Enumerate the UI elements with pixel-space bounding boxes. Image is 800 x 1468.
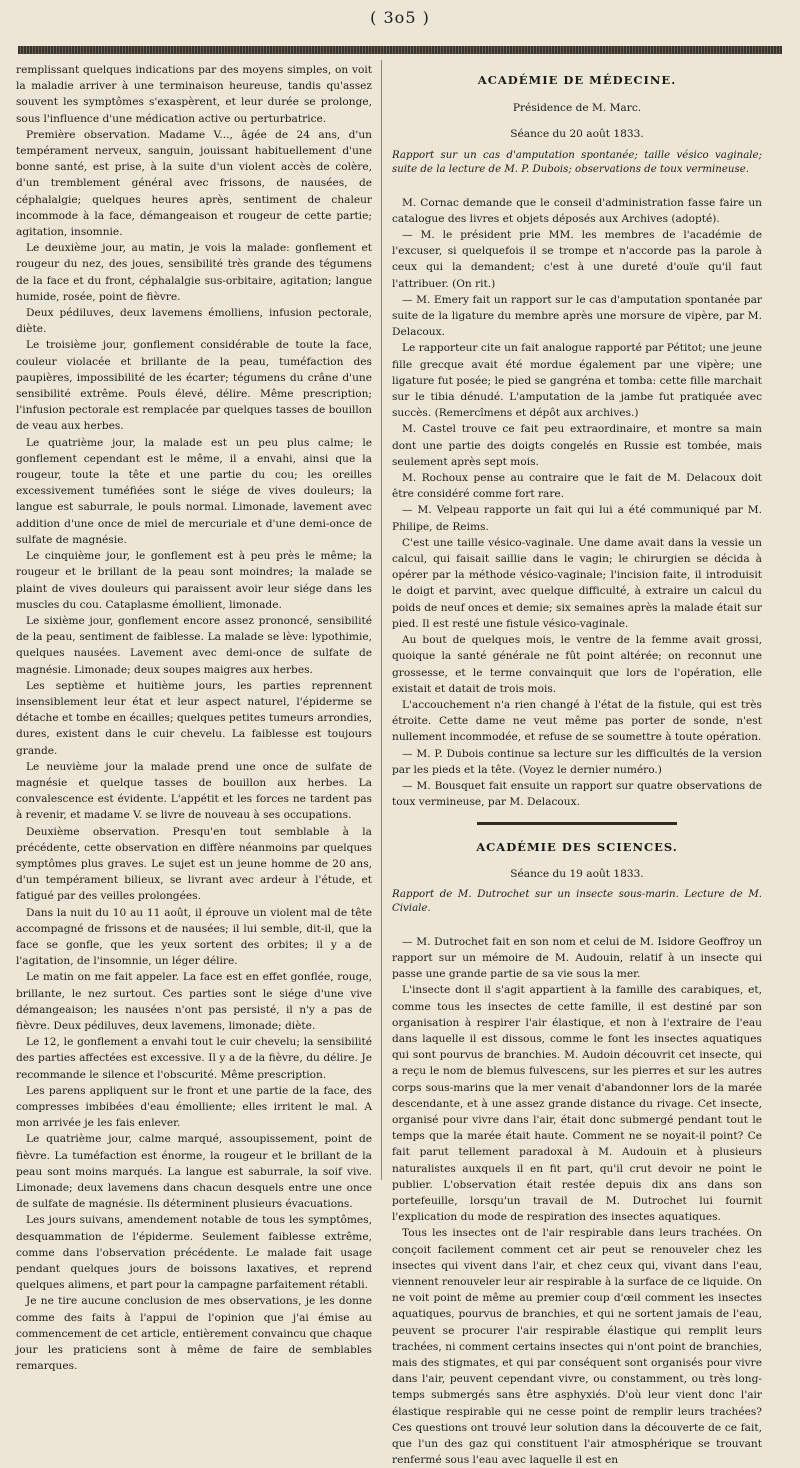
left-paragraph-17: Les jours suivans, amendement notable de tous les symptômes, desquammation de l'épiderme. Seulement faiblesse extrême, comme dans l'observation précédente. Le malade fait usage pendant quelques jours de boissons laxatives, et reprend quelques alimens, et part pour la campagne parfaitement rétabli. xyxy=(16,1214,372,1292)
left-paragraph-13: Le matin on me fait appeler. La face est en effet gonflée, rouge, brillante, le nez surtout. Ces parties sont le siége d'une vive démangeaison; les nausées n'ont pas persisté, il n'y a pas de fièvre. Deux pédiluves, deux lavemens, limonade; diète. xyxy=(16,971,372,1032)
right-column xyxy=(392,62,762,1467)
summary-sciences: Rapport de M. Dutrochet sur un insecte sous-marin. Lecture de M. Civiale. xyxy=(392,888,762,914)
medecine-paragraph-5: M. Castel trouve ce fait peu extraordinaire, et montre sa main dont une partie des doigts congelés en Russie est tombée, mais seulement après sept mois. xyxy=(392,423,762,468)
page-number: ( 3o5 ) xyxy=(370,8,430,27)
left-paragraph-12: Dans la nuit du 10 au 11 août, il éprouve un violent mal de tête accompagné de frissons et de nausées; il lui semble, dit-il, que la face se gonfle, que les yeux sortent des orbites; il y a de l'agitation, de l'insomnie, un léger délire. xyxy=(16,906,372,968)
section-title-sciences: ACADÉMIE DES SCIENCES. xyxy=(476,840,678,855)
medecine-paragraph-6: M. Rochoux pense au contraire que le fait de M. Delacoux doit être considéré comme fort rare. xyxy=(392,472,762,501)
medecine-paragraph-10: L'accouchement n'a rien changé à l'état de la fistule, qui est très étroite. Cette dame ne veut même pas porter de sonde, n'est nullement incommodée, et refuse de se soumettre à toute opération. xyxy=(392,698,762,744)
medecine-paragraph-9: Au bout de quelques mois, le ventre de la femme avait grossi, quoique la santé générale ne fût point altérée; on reconnut une grossesse, et le terme convainquit que lors de l'opération, elle existait et datait de trois mois. xyxy=(392,634,762,695)
seance-date-sciences: Séance du 19 août 1833. xyxy=(510,867,644,880)
medecine-paragraph-11: — M. P. Dubois continue sa lecture sur les difficultés de la version par les pieds et la tête. (Voyez le dernier numéro.) xyxy=(392,747,762,776)
medecine-paragraph-8: C'est une taille vésico-vaginale. Une dame avait dans la vessie un calcul, qui faisait saillie dans le vagin; le chirurgien se décida à opérer par la méthode vésico-vaginale; l'incision faite, il introduisit le doigt et parvint, avec quelque difficulté, à extraire un calcul du poids de neuf onces et demie; six semaines après la malade était sur pied. Il est resté une fistule vésico-vaginale. xyxy=(392,536,762,630)
sciences-paragraph-2: L'insecte dont il s'agit appartient à la famille des carabiques, et, comme tous les insectes de cette famille, il est destiné par son organisation à respirer l'air élastique, et non à l'extraire de l'eau dans laquelle il est dissous, comme le font les insectes aquatiques qui sont pourvus de branchies. M. Audoin découvrit cet insecte, qui a reçu le nom de blemus fulvescens, sur les pierres et sur les autres corps sous-marins que la mer venait d'abandonner lors de la marée descendante, et à une assez grande distance du rivage. Cet insecte, organisé pour vivre dans l'air, était donc submergé pendant tout le temps que la marée était haute. Comment ne se noyait-il point? Ce fait parut tellement paradoxal à M. Audouin et à plusieurs naturalistes auxquels il en fit part, qu'il crut devoir ne point le publier. L'observation était restée depuis dix ans dans son portefeuille, lorsqu'un travail de M. Dutrochet lui fournit l'explication du mode de respiration des insectes aquatiques. xyxy=(392,984,762,1224)
left-paragraph-18: Je ne tire aucune conclusion de mes observations, je les donne comme des faits à l'appui de l'opinion que j'ai émise au commencement de cet article, entièrement convaincu que chaque jour les praticiens sont à même de faire de semblables remarques. xyxy=(16,1295,372,1373)
left-column xyxy=(16,62,372,1373)
medecine-paragraph-7: — M. Velpeau rapporte un fait qui lui a été communiqué par M. Philipe, de Reims. xyxy=(392,504,762,533)
summary-medecine: Rapport sur un cas d'amputation spontanée; taille vésico vaginale; suite de la lecture de M. P. Dubois; observations de toux vermineuse. xyxy=(392,149,762,175)
medecine-paragraph-3: — M. Emery fait un rapport sur le cas d'amputation spontanée par suite de la ligature du membre après une morsure de vipère, par M. Delacoux. xyxy=(392,293,762,339)
seance-date-medecine: Séance du 20 août 1833. xyxy=(510,128,644,141)
sciences-paragraph-3: Tous les insectes ont de l'air respirable dans leurs trachées. On conçoit facilement comment cet air peut se renouveler chez les insectes qui vivent dans l'air, et chez ceux qui, vivant dans l'eau, viennent renouveler leur air respirable à la surface de ce liquide. On ne voit point de même au premier coup d'œil comment les insectes aquatiques, pourvus de branchies, et qui ne sortent jamais de l'eau, peuvent se procurer l'air respirable élastique qui remplit leurs trachées, ni comment certains insectes qui n'ont point de branchies, mais des stigmates, et qui par conséquent sont organisés pour vivre dans l'air, peuvent cependant vivre, ou constamment, ou très long-temps submergés sans être asphyxiés. D'où leur vient donc l'air élastique respirable qui ne cesse point de remplir leurs trachées? Ces questions ont trouvé leur solution dans la découverte de ce fait, que l'un des gaz qui constituent l'air atmosphérique se trouvant renfermé sous l'eau avec laquelle il est en xyxy=(392,1227,762,1467)
left-paragraph-6: Le quatrième jour, la malade est un peu plus calme; le gonflement cependant est le même, il a envahi, ainsi que la rougeur, toute la tête et une partie du cou; les oreilles excessivement tuméfiées sont le siége de vives douleurs; la langue est saburrale, le pouls normal. Limonade, lavement avec addition d'une once de miel de mercuriale et d'une demi-once de sulfate de magnésie. xyxy=(16,436,372,546)
left-paragraph-3: Le deuxième jour, au matin, je vois la malade: gonflement et rougeur du nez, des joues, sensibilité très grande des tégumens de la face et du front, céphalalgie sus-orbitaire, agitation; langue humide, rosée, point de fièvre. xyxy=(16,242,372,303)
section-separator xyxy=(477,822,677,825)
left-paragraph-16: Le quatrième jour, calme marqué, assoupissement, point de fièvre. La tuméfaction est énorme, la rougeur et le brillant de la peau sont moins marqués. La langue est saburrale, la soif vive. Limonade; deux lavemens dans chacun desquels entre une once de sulfate de magnésie. Ils déterminent plusieurs évacuations. xyxy=(16,1133,372,1211)
sciences-paragraph-1: — M. Dutrochet fait en son nom et celui de M. Isidore Geoffroy un rapport sur un mémoire de M. Audouin, relatif à un insecte qui passe une grande partie de sa vie sous la mer. xyxy=(392,935,762,981)
header-rule xyxy=(18,46,782,54)
section-title-medecine: ACADÉMIE DE MÉDECINE. xyxy=(477,73,677,87)
left-paragraph-14: Le 12, le gonflement a envahi tout le cuir chevelu; la sensibilité des parties affectées est excessive. Il y a de la fièvre, du délire. Je recommande le silence et l'obscurité. Même prescription. xyxy=(16,1036,372,1081)
medecine-paragraph-4: Le rapporteur cite un fait analogue rapporté par Pétitot; une jeune fille grecque avait été mordue également par une vipère; une ligature fut posée; le pied se gangréna et tomba: cette fille marchait sur le tibia dénudé. L'amputation de la jambe fut pratiquée avec succès. (Remercîmens et dépôt aux archives.) xyxy=(392,342,762,420)
presidence-line: Présidence de M. Marc. xyxy=(512,102,642,115)
left-paragraph-4: Deux pédiluves, deux lavemens émolliens, infusion pectorale, diète. xyxy=(16,307,372,336)
left-paragraph-5: Le troisième jour, gonflement considérable de toute la face, couleur violacée et brillante de la peau, tuméfaction des paupières, impossibilité de les écarter; tégumens du crâne d'une sensibilité extrême. Pouls élevé, délire. Même prescription; l'infusion pectorale est remplacée par quelques tasses de bouillon de veau aux herbes. xyxy=(16,339,372,433)
left-paragraph-11: Deuxième observation. Presqu'en tout semblable à la précédente, cette observation en diffère néanmoins par quelques symptômes plus graves. Le sujet est un jeune homme de 20 ans, d'un tempérament bilieux, se livrant avec ardeur à l'étude, et fatigué par des veilles prolongées. xyxy=(16,825,372,903)
medecine-paragraph-1: M. Cornac demande que le conseil d'administration fasse faire un catalogue des livres et objets déposés aux Archives (adopté). xyxy=(392,196,762,225)
left-paragraph-8: Le sixième jour, gonflement encore assez prononcé, sensibilité de la peau, sentiment de faiblesse. La malade se lève: lypothimie, quelques nausées. Lavement avec demi-once de sulfate de magnésie. Limonade; deux soupes maigres aux herbes. xyxy=(16,614,372,676)
left-paragraph-10: Le neuvième jour la malade prend une once de sulfate de magnésie et quelque tasses de bouillon aux herbes. La convalescence est évidente. L'appétit et les forces ne tardent pas à revenir, et madame V. se livre de nouveau à ses occupations. xyxy=(16,760,372,822)
left-paragraph-1: remplissant quelques indications par des moyens simples, on voit la maladie arriver à une terminaison heureuse, tandis qu'assez souvent les symptômes s'exaspèrent, et leur durée se prolonge, sous l'influence d'une médication active ou perturbatrice. xyxy=(16,64,372,125)
medecine-paragraph-12: — M. Bousquet fait ensuite un rapport sur quatre observations de toux vermineuse, par M. Delacoux. xyxy=(392,779,762,809)
left-paragraph-15: Les parens appliquent sur le front et une partie de la face, des compresses imbibées d'eau émolliente; elles irritent le mal. A mon arrivée je les fais enlever. xyxy=(16,1084,372,1130)
medecine-paragraph-2: — M. le président prie MM. les membres de l'académie de l'excuser, si quelquefois il se trompe et n'accorde pas la parole à ceux qui la demandent; c'est à une dureté d'ouïe qu'il faut l'attribuer. (On rit.) xyxy=(392,229,762,290)
left-paragraph-9: Les septième et huitième jours, les parties reprennent insensiblement leur état et leur aspect naturel, l'épiderme se détache et tombe en écailles; quelques petites tumeurs arrondies, dures, existent dans le cuir chevelu. La faiblesse est toujours grande. xyxy=(16,679,372,757)
left-paragraph-7: Le cinquième jour, le gonflement est à peu près le même; la rougeur et le brillant de la peau sont moindres; la malade se plaint de vives douleurs qui paraissent avoir leur siége dans les muscles du cou. Cataplasme émollient, limonade. xyxy=(16,550,372,611)
left-paragraph-2: Première observation. Madame V..., âgée de 24 ans, d'un tempérament nerveux, sanguin, jouissant habituellement d'une bonne santé, est prise, à la suite d'un violent accès de colère, d'un tremblement général avec frissons, de nausées, de céphalalgie; quelques heures après, sentiment de chaleur incommode à la face, démangeaison et rougeur de cette partie; agitation, insomnie. xyxy=(16,128,372,239)
column-divider xyxy=(381,60,382,1180)
